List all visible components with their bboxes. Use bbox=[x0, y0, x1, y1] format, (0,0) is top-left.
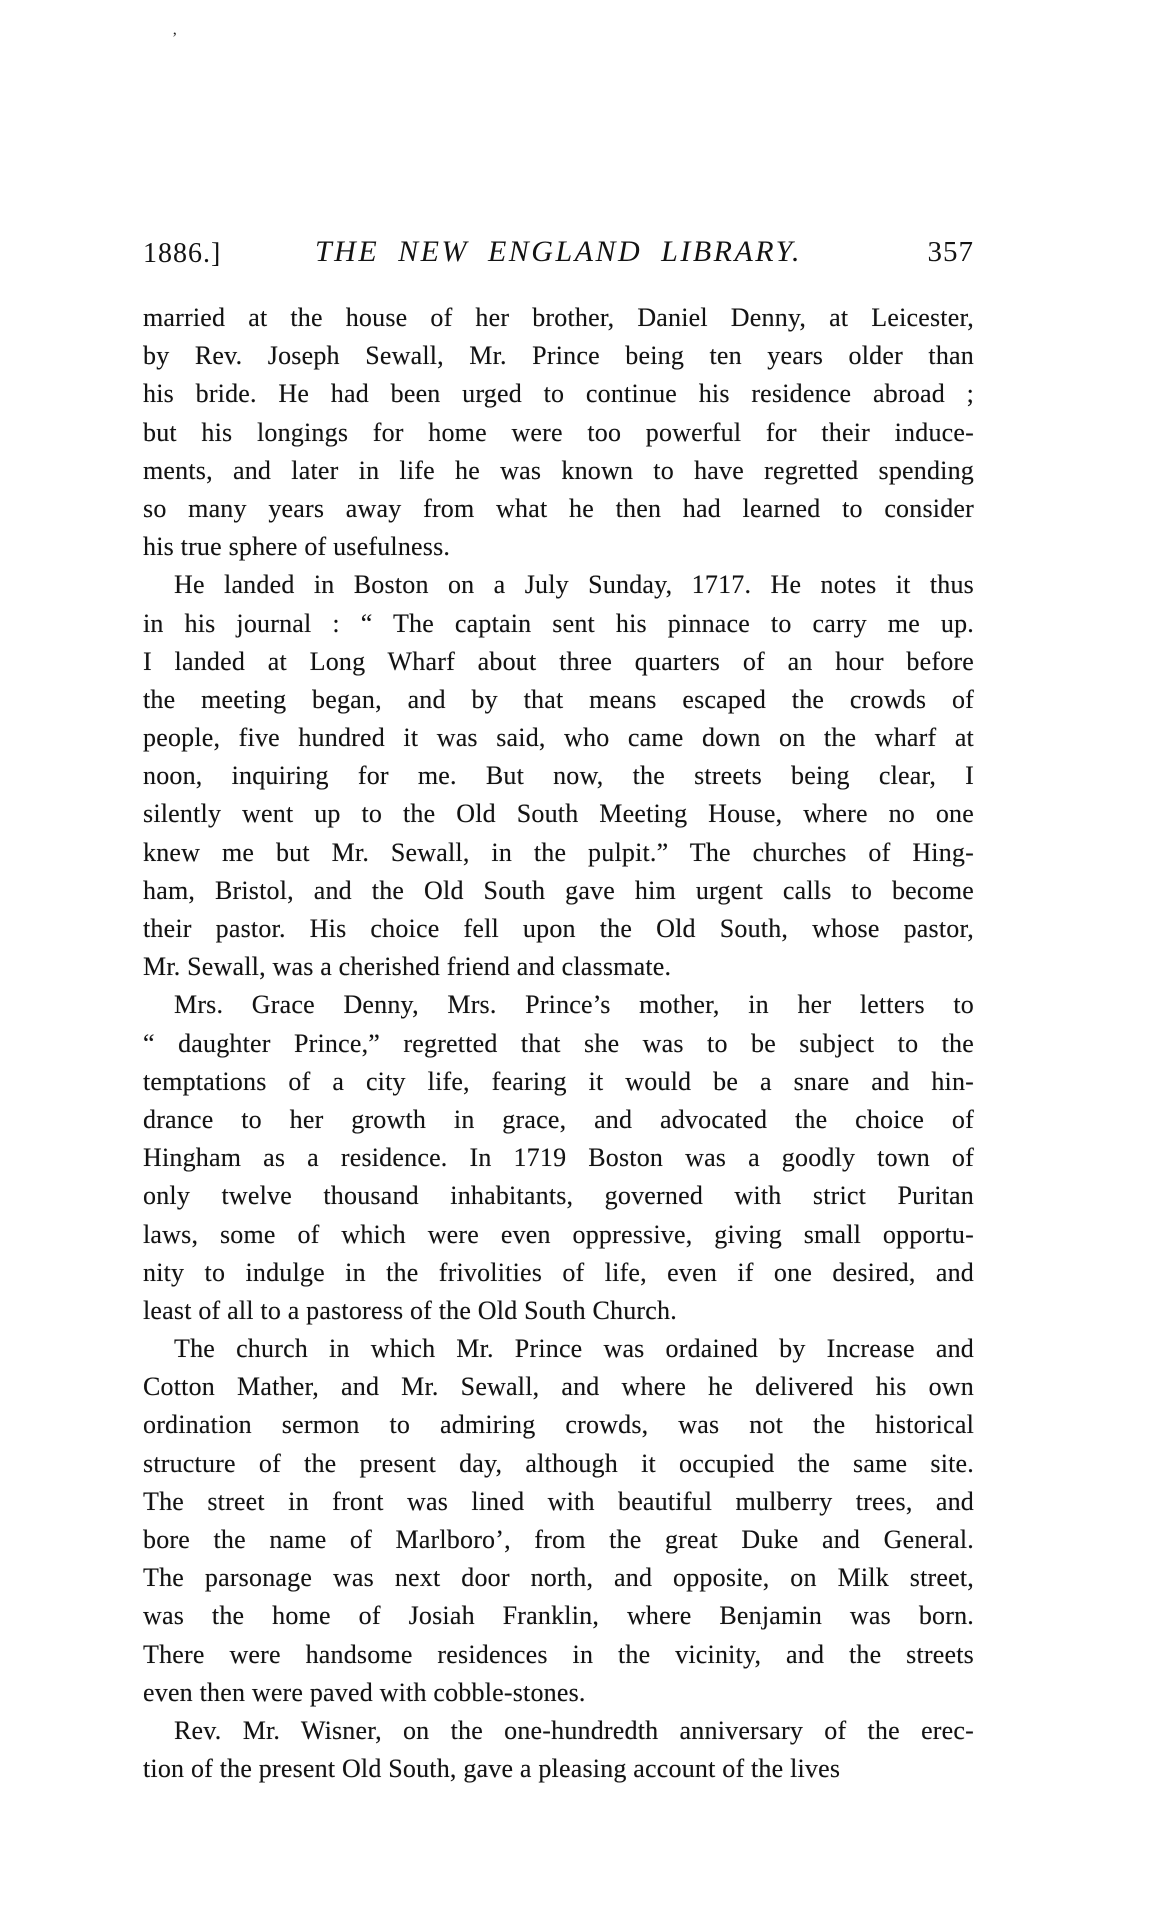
text-line: tion of the present Old South, gave a pleasing account of the lives bbox=[143, 1754, 841, 1784]
text-line: Hingham as a residence. In 1719 Boston was a goodly town of bbox=[143, 1143, 974, 1173]
text-line: bore the name of Marlboro’, from the great Duke and General. bbox=[143, 1525, 974, 1554]
text-line: ments, and later in life he was known to have regretted spending bbox=[143, 455, 974, 485]
stray-ink-mark: ’ bbox=[172, 30, 178, 47]
text-line: people, five hundred it was said, who came down on the wharf at bbox=[143, 723, 974, 753]
text-line: his bride. He had been urged to continue his residence abroad ; bbox=[143, 379, 974, 409]
text-line: only twelve thousand inhabitants, governed with strict Puritan bbox=[143, 1181, 974, 1211]
header-page-number: 357 bbox=[927, 236, 974, 268]
text-line: Rev. Mr. Wisner, on the one-hundredth anniversary of the erec- bbox=[174, 1715, 974, 1745]
text-line: least of all to a pastoress of the Old South Church. bbox=[143, 1295, 677, 1325]
text-line: There were handsome residences in the vicinity, and the streets bbox=[143, 1639, 974, 1669]
page-header bbox=[143, 232, 974, 274]
text-line: their pastor. His choice fell upon the Old South, whose pastor, bbox=[143, 914, 974, 943]
text-line: I landed at Long Wharf about three quarters of an hour before bbox=[143, 646, 974, 676]
text-line: ham, Bristol, and the Old South gave him urgent calls to become bbox=[143, 875, 974, 905]
text-line: The street in front was lined with beautiful mulberry trees, and bbox=[143, 1486, 974, 1516]
text-line: in his journal : “ The captain sent his pinnace to carry me up. bbox=[143, 608, 974, 638]
text-line: noon, inquiring for me. But now, the streets being clear, I bbox=[143, 761, 974, 791]
header-year: 1886.] bbox=[143, 238, 222, 269]
text-line: structure of the present day, although it occupied the same site. bbox=[143, 1448, 974, 1478]
text-line: by Rev. Joseph Sewall, Mr. Prince being ten years older than bbox=[143, 341, 974, 371]
text-line: Mr. Sewall, was a cherished friend and classmate. bbox=[143, 952, 672, 982]
text-line: The church in which Mr. Prince was ordained by Increase and bbox=[174, 1334, 974, 1364]
text-line: married at the house of her brother, Daniel Denny, at Leicester, bbox=[143, 303, 974, 332]
text-line: nity to indulge in the frivolities of life, even if one desired, and bbox=[143, 1257, 974, 1287]
text-line: was the home of Josiah Franklin, where Benjamin was born. bbox=[143, 1601, 974, 1631]
text-line: so many years away from what he then had learned to consider bbox=[143, 493, 974, 523]
text-line: but his longings for home were too powerful for their induce- bbox=[143, 417, 974, 447]
text-line: Cotton Mather, and Mr. Sewall, and where he delivered his own bbox=[143, 1372, 974, 1402]
text-line: ordination sermon to admiring crowds, was not the historical bbox=[143, 1410, 974, 1440]
text-line: laws, some of which were even oppressive, giving small opportu- bbox=[143, 1219, 974, 1249]
text-line: knew me but Mr. Sewall, in the pulpit.” The churches of Hing- bbox=[143, 837, 974, 867]
text-line: the meeting began, and by that means escaped the crowds of bbox=[143, 684, 974, 714]
text-line: temptations of a city life, fearing it would be a snare and hin- bbox=[143, 1066, 974, 1096]
text-line: even then were paved with cobble-stones. bbox=[143, 1677, 586, 1707]
text-line: silently went up to the Old South Meeting House, where no one bbox=[143, 799, 974, 829]
text-line: “ daughter Prince,” regretted that she was to be subject to the bbox=[143, 1028, 974, 1058]
header-running-title: THE NEW ENGLAND LIBRARY. bbox=[314, 235, 803, 268]
text-line: his true sphere of usefulness. bbox=[143, 532, 451, 562]
text-line: The parsonage was next door north, and opposite, on Milk street, bbox=[143, 1563, 974, 1593]
body-text-block bbox=[143, 299, 974, 1788]
text-line: Mrs. Grace Denny, Mrs. Prince’s mother, in her letters to bbox=[174, 990, 974, 1020]
text-line: He landed in Boston on a July Sunday, 1717. He notes it thus bbox=[174, 570, 974, 600]
text-line: drance to her growth in grace, and advocated the choice of bbox=[143, 1104, 974, 1134]
